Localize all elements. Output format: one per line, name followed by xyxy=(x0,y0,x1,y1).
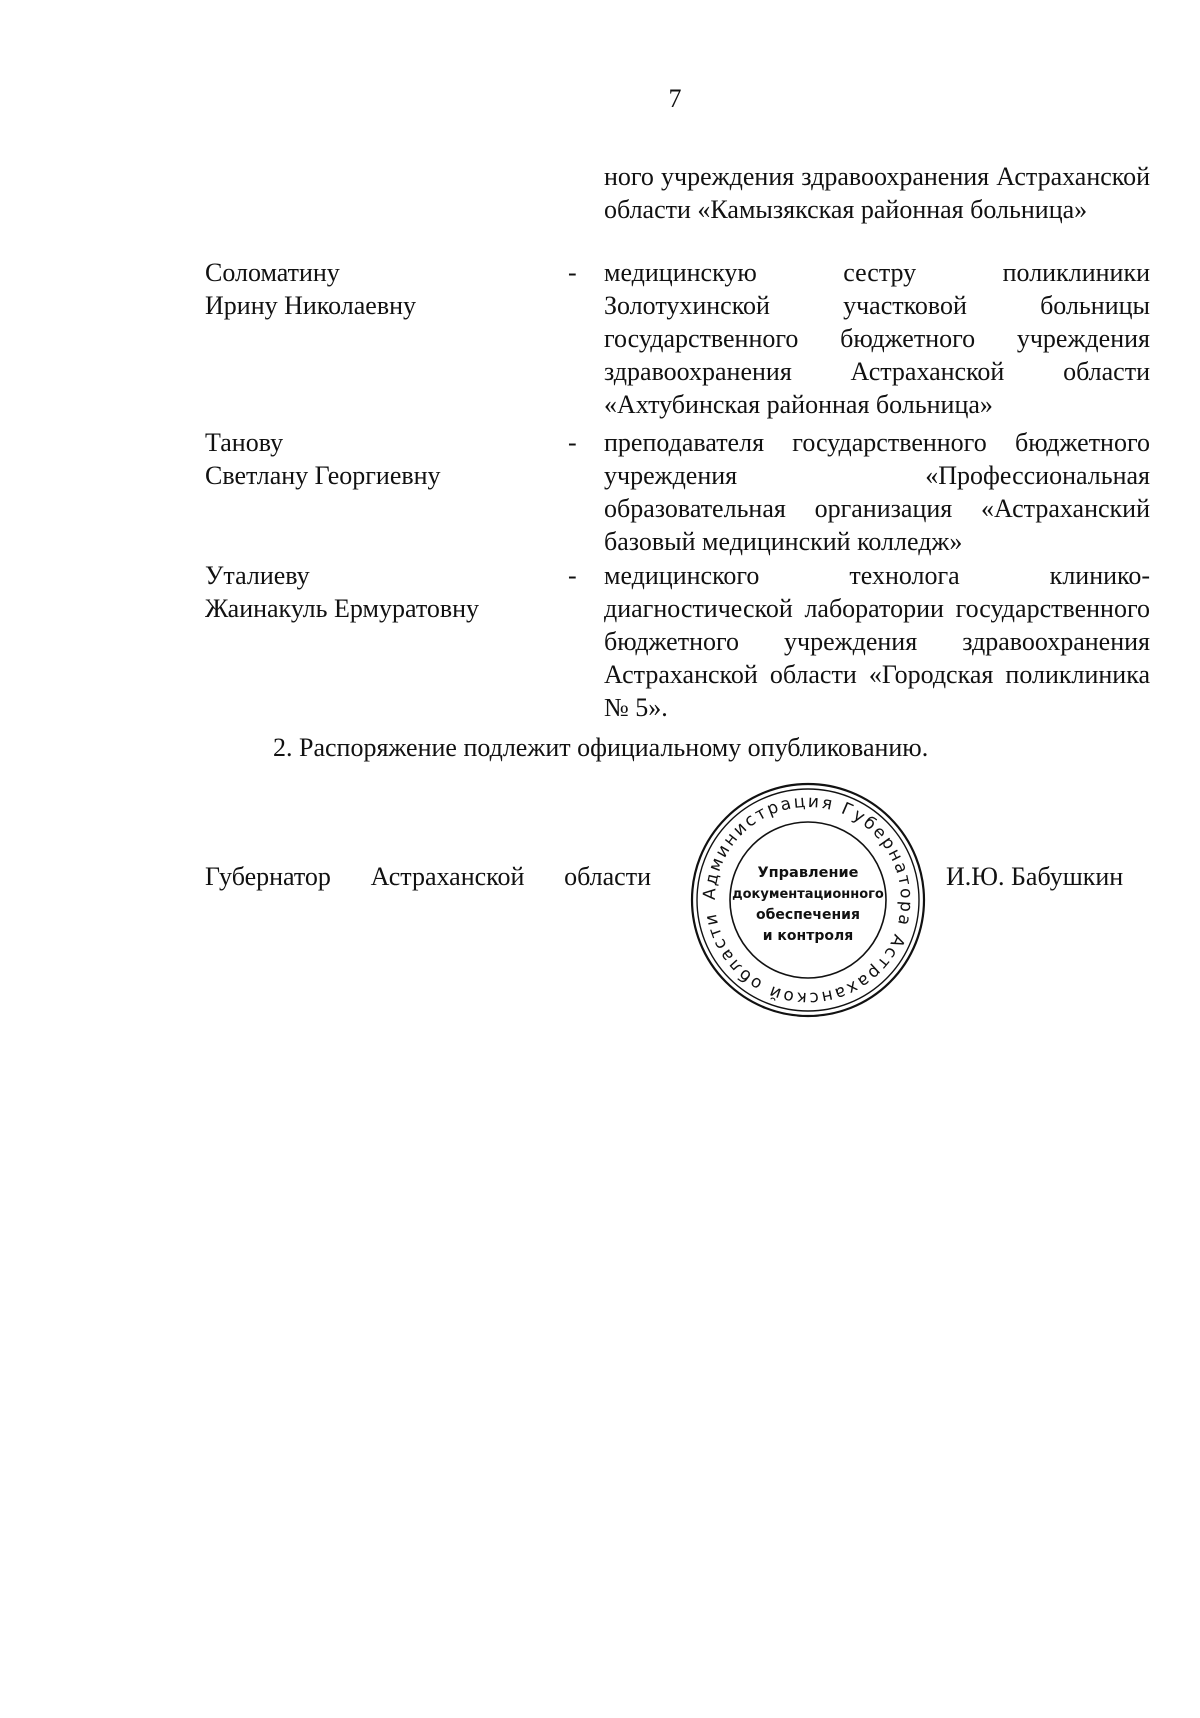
entry-name-3 xyxy=(205,559,545,625)
seal-center-line: обеспечения xyxy=(756,907,860,923)
entry-surname: Танову xyxy=(205,428,284,457)
entry-name-2 xyxy=(205,426,545,492)
page-number xyxy=(0,84,1200,114)
seal-center-line: и контроля xyxy=(762,928,854,944)
seal-ring-text-path: Администрация Губернатора Астраханской области xyxy=(699,791,917,1009)
entry-description: преподавателя государственного бюджетного учреждения «Профессиональная образовательная организация «Астраханский базовый медицинский колледж» xyxy=(604,428,1150,556)
entry-dash: - xyxy=(568,561,577,590)
page-number-text: 7 xyxy=(668,84,682,113)
entry-given-names: Ирину Николаевну xyxy=(205,291,417,320)
entry-surname: Уталиеву xyxy=(205,561,310,590)
entry-surname: Соломатину xyxy=(205,258,340,287)
signer-title-word: Губернатор xyxy=(205,862,331,891)
signer-title xyxy=(205,860,651,893)
entry-name-1 xyxy=(205,256,545,322)
entry-description: медицинскую сестру поликлиники Золотухинской участковой больницы государственного бюджетного учреждения здравоохранения Астраханской области «Ахтубинская районная больница» xyxy=(604,258,1150,419)
entry-dash: - xyxy=(568,428,577,457)
official-seal xyxy=(688,780,928,1020)
seal-center-line: Управление xyxy=(757,865,859,881)
continuation-text: ного учреждения здравоохранения Астраханской области «Камызякская районная больница» xyxy=(604,162,1150,224)
signer-name: И.Ю. Бабушкин xyxy=(946,862,1124,891)
entry-description: медицинского технолога клинико-диагностической лаборатории государственного бюджетного учреждения здравоохранения Астраханской области «Городская поликлиника № 5». xyxy=(604,561,1150,722)
signer-title-word: области xyxy=(564,862,651,891)
signer-title-word: Астраханской xyxy=(370,862,525,891)
entry-dash: - xyxy=(568,258,577,287)
entry-given-names: Жаинакуль Ермуратовну xyxy=(205,594,480,623)
seal-center-line: документационного xyxy=(732,887,884,902)
clause-2: 2. Распоряжение подлежит официальному опубликованию. xyxy=(273,733,929,762)
entry-given-names: Светлану Георгиевну xyxy=(205,461,441,490)
